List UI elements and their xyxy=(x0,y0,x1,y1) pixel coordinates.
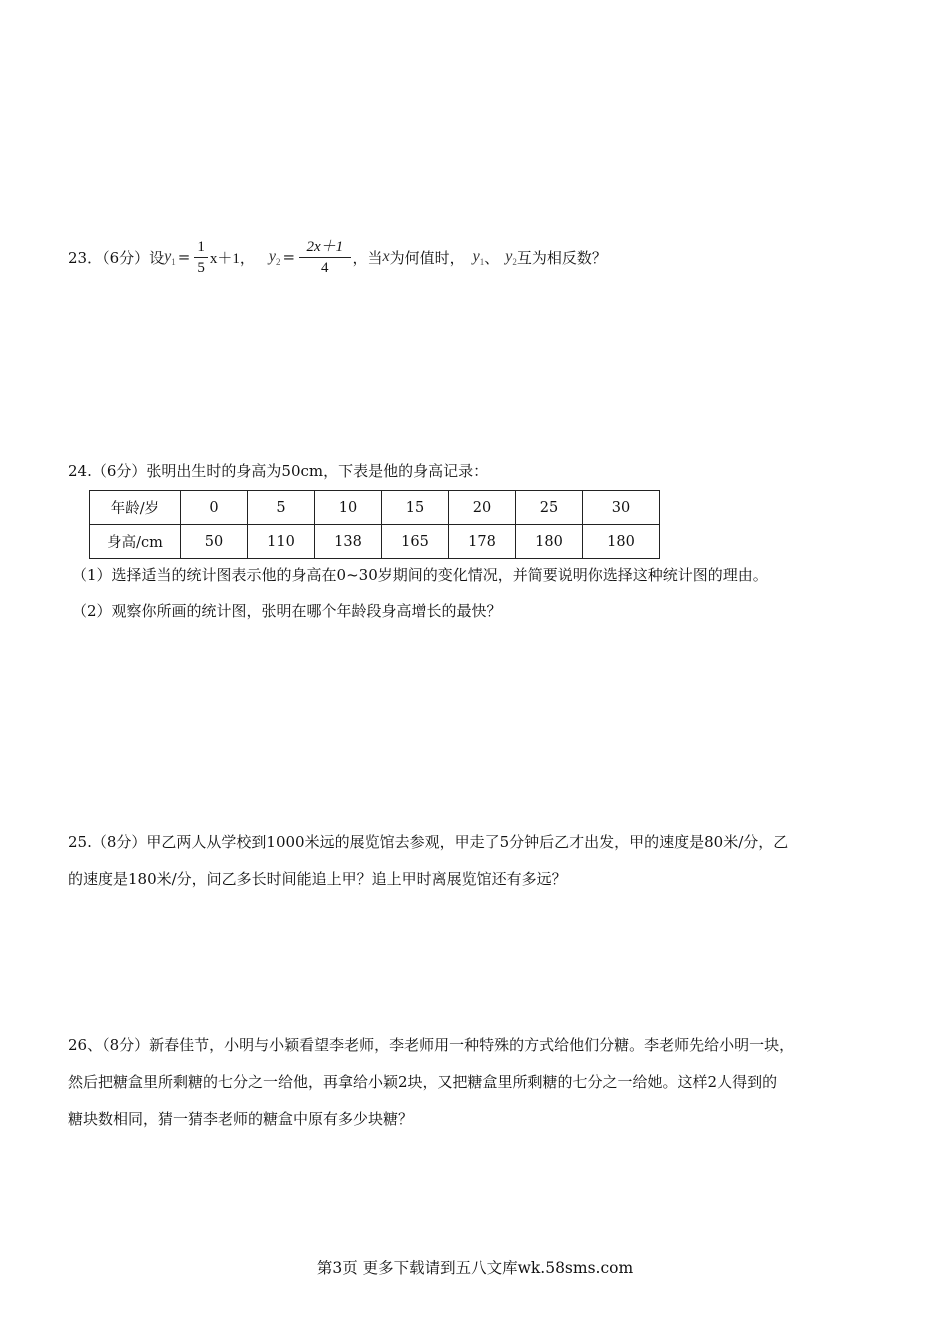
table-cell: 110 xyxy=(248,525,315,559)
table-cell: 5 xyxy=(248,491,315,525)
question-24-part2: （2）观察你所画的统计图，张明在哪个年龄段身高增长的最快？ xyxy=(72,602,502,620)
expr1-tail: x＋1， xyxy=(209,250,255,267)
question-26-line1: 26、（8分）新春佳节，小明与小颖看望李老师，李老师用一种特殊的方式给他们分糖。李老师先给小明一块， xyxy=(68,1036,795,1054)
question-24-intro: 24.（6分）张明出生时的身高为50cm，下表是他的身高记录： xyxy=(68,462,489,480)
q23-mid: ，当 xyxy=(352,248,383,267)
question-25-line2: 的速度是180米/分，问乙多长时间能追上甲？追上甲时离展览馆还有多远？ xyxy=(68,870,567,888)
page-footer: 第3页 更多下载请到五八文库wk.58sms.com xyxy=(316,1259,634,1277)
table-cell: 30 xyxy=(583,491,660,525)
x-variable: x xyxy=(382,248,390,265)
table-header-height: 身高/cm xyxy=(90,525,181,559)
y2-variable-b: $y_2$ xyxy=(505,247,517,267)
q23-suffix: 互为相反数？ xyxy=(516,248,607,267)
q23-sep: 、 xyxy=(484,248,500,267)
y2-variable: $y_2$ xyxy=(268,247,281,267)
question-26-line2: 然后把糖盒里所剩糖的七分之一给他，再拿给小颖2块，又把糖盒里所剩糖的七分之一给她。这样2人得到的 xyxy=(68,1073,778,1091)
question-26-line3: 糖块数相同，猜一猜李老师的糖盒中原有多少块糖？ xyxy=(68,1110,414,1128)
table-cell: 180 xyxy=(583,525,660,559)
table-cell: 15 xyxy=(382,491,449,525)
table-row xyxy=(90,491,660,525)
equals-sign-2: = xyxy=(282,248,296,266)
question-25-line1: 25.（8分）甲乙两人从学校到1000米远的展览馆去参观，甲走了5分钟后乙才出发，甲的速度是80米/分，乙 xyxy=(68,833,789,851)
table-cell: 50 xyxy=(181,525,248,559)
table-cell: 20 xyxy=(449,491,516,525)
table-cell: 138 xyxy=(315,525,382,559)
fraction-one-fifth: $\frac{1}{5}$ xyxy=(194,237,208,278)
table-cell: 165 xyxy=(382,525,449,559)
q23-mid2: 为何值时， xyxy=(389,248,465,267)
table-cell: 180 xyxy=(516,525,583,559)
q23-prefix: 23．（6分）设 xyxy=(68,248,165,267)
height-record-table xyxy=(89,490,660,559)
table-header-age: 年龄/岁 xyxy=(90,491,181,525)
table-cell: 25 xyxy=(516,491,583,525)
table-cell: 10 xyxy=(315,491,382,525)
table-cell: 0 xyxy=(181,491,248,525)
fraction-2x-plus-1-over-4: $\frac{2x+1}{4}$ xyxy=(299,237,351,278)
table-row xyxy=(90,525,660,559)
table-cell: 178 xyxy=(449,525,516,559)
y1-variable-b: $y_1$ xyxy=(472,247,485,267)
equals-sign: = xyxy=(177,248,191,266)
y1-variable: $y_1$ xyxy=(164,247,176,267)
question-23 xyxy=(68,232,607,282)
question-24-part1: （1）选择适当的统计图表示他的身高在0~30岁期间的变化情况，并简要说明你选择这种统计图的理由。 xyxy=(72,566,768,584)
